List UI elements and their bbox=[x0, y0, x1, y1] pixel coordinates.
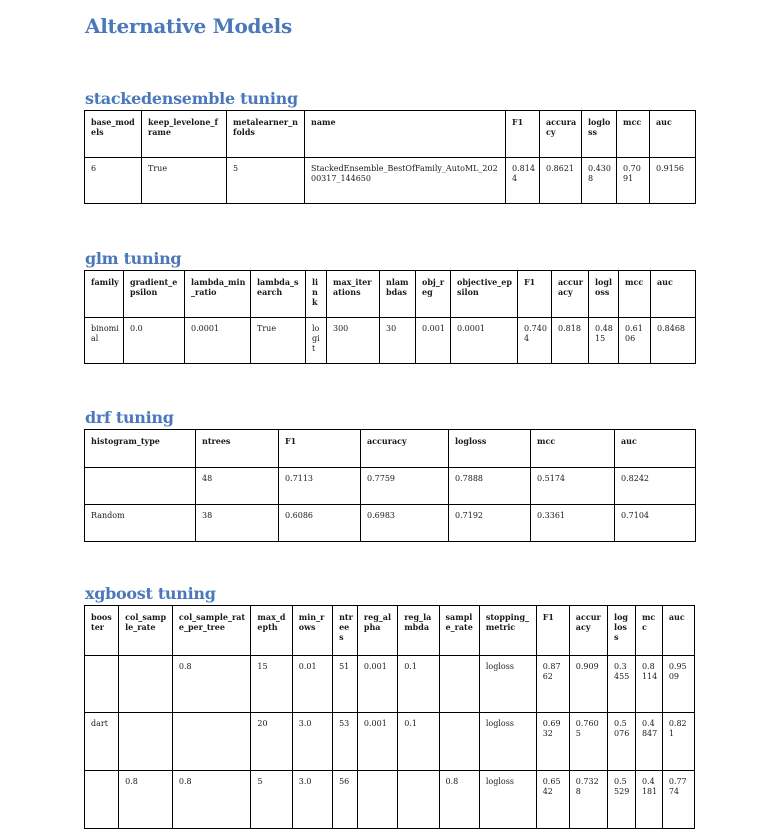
header-auc: auc bbox=[651, 271, 696, 318]
header-metalearner-nfolds: metalearner_nfolds bbox=[227, 111, 305, 158]
header-f1: F1 bbox=[536, 606, 569, 656]
table-cell bbox=[172, 713, 251, 771]
table-cell: 0.8762 bbox=[536, 656, 569, 713]
table-cell: 0.9509 bbox=[662, 656, 694, 713]
header-accuracy: accuracy bbox=[540, 111, 582, 158]
table-cell: 0.01 bbox=[292, 656, 332, 713]
table-cell: 0.7091 bbox=[617, 158, 650, 204]
table-cell: 0.4308 bbox=[582, 158, 617, 204]
header-nlambdas: nlambdas bbox=[380, 271, 416, 318]
stackedensemble-heading: stackedensemble tuning bbox=[85, 89, 298, 108]
table-cell: 0.5076 bbox=[608, 713, 636, 771]
table-cell: 0.8 bbox=[119, 771, 173, 829]
table-cell: binomial bbox=[85, 318, 124, 364]
table-cell: 0.4847 bbox=[635, 713, 662, 771]
header-min-rows: min_rows bbox=[292, 606, 332, 656]
table-cell: 0.6106 bbox=[619, 318, 651, 364]
header-reg-lambda: reg_lambda bbox=[398, 606, 439, 656]
table-cell bbox=[85, 468, 196, 505]
table-cell bbox=[398, 771, 439, 829]
table-row bbox=[85, 656, 695, 713]
table-cell: 0.6542 bbox=[536, 771, 569, 829]
header-f1: F1 bbox=[279, 430, 361, 468]
header-mcc: mcc bbox=[531, 430, 615, 468]
header-accuracy: accuracy bbox=[569, 606, 607, 656]
header-logloss: logloss bbox=[449, 430, 531, 468]
header-auc: auc bbox=[662, 606, 694, 656]
header-booster: booster bbox=[85, 606, 119, 656]
drf-heading: drf tuning bbox=[85, 408, 174, 427]
table-cell: 0.1 bbox=[398, 656, 439, 713]
table-cell: 0.0001 bbox=[185, 318, 251, 364]
table-cell: 0.818 bbox=[552, 318, 589, 364]
header-ntrees: ntrees bbox=[333, 606, 358, 656]
header-max-iterations: max_iterations bbox=[327, 271, 380, 318]
table-cell: 0.7328 bbox=[569, 771, 607, 829]
table-cell bbox=[439, 713, 479, 771]
table-cell: 53 bbox=[333, 713, 358, 771]
table-cell bbox=[119, 713, 173, 771]
header-lambda-min-ratio: lambda_min_ratio bbox=[185, 271, 251, 318]
table-cell: 0.8114 bbox=[635, 656, 662, 713]
header-logloss: logloss bbox=[589, 271, 619, 318]
table-cell: 5 bbox=[251, 771, 292, 829]
table-cell bbox=[119, 656, 173, 713]
stackedensemble-table bbox=[84, 110, 696, 204]
table-cell: 48 bbox=[196, 468, 279, 505]
table-row bbox=[85, 318, 696, 364]
table-cell: 0.6983 bbox=[361, 505, 449, 542]
table-cell: 0.3361 bbox=[531, 505, 615, 542]
table-cell: 0.8 bbox=[439, 771, 479, 829]
table-cell: 15 bbox=[251, 656, 292, 713]
table-cell: 0.7404 bbox=[518, 318, 552, 364]
table-cell: 56 bbox=[333, 771, 358, 829]
table-cell: 0.9156 bbox=[650, 158, 696, 204]
table-cell: 6 bbox=[85, 158, 142, 204]
table-cell: 0.7888 bbox=[449, 468, 531, 505]
table-cell: 3.0 bbox=[292, 713, 332, 771]
table-cell: 0.1 bbox=[398, 713, 439, 771]
header-col-sample-rate: col_sample_rate bbox=[119, 606, 173, 656]
table-cell: 0.7774 bbox=[662, 771, 694, 829]
xgboost-heading: xgboost tuning bbox=[85, 584, 216, 603]
table-cell: logit bbox=[306, 318, 327, 364]
table-cell: 0.5529 bbox=[608, 771, 636, 829]
table-cell: 0.8468 bbox=[651, 318, 696, 364]
table-cell: 0.4181 bbox=[635, 771, 662, 829]
table-cell: 0.8621 bbox=[540, 158, 582, 204]
header-mcc: mcc bbox=[617, 111, 650, 158]
table-cell bbox=[85, 656, 119, 713]
header-auc: auc bbox=[615, 430, 696, 468]
table-cell: 300 bbox=[327, 318, 380, 364]
table-cell: StackedEnsemble_BestOfFamily_AutoML_20200317_144650 bbox=[305, 158, 506, 204]
header-family: family bbox=[85, 271, 124, 318]
table-cell: 0.7759 bbox=[361, 468, 449, 505]
table-cell: Random bbox=[85, 505, 196, 542]
table-cell: 0.001 bbox=[357, 656, 397, 713]
table-cell bbox=[85, 771, 119, 829]
header-max-depth: max_depth bbox=[251, 606, 292, 656]
header-objective-epsilon: objective_epsilon bbox=[451, 271, 518, 318]
table-cell: 0.0 bbox=[124, 318, 185, 364]
table-cell: 0.7605 bbox=[569, 713, 607, 771]
table-cell: logloss bbox=[479, 713, 536, 771]
table-cell: 0.6932 bbox=[536, 713, 569, 771]
table-row bbox=[85, 468, 696, 505]
table-cell: 0.001 bbox=[357, 713, 397, 771]
table-cell bbox=[357, 771, 397, 829]
table-cell: 30 bbox=[380, 318, 416, 364]
table-cell: 0.001 bbox=[416, 318, 451, 364]
table-cell: 0.0001 bbox=[451, 318, 518, 364]
header-f1: F1 bbox=[518, 271, 552, 318]
table-cell: 0.821 bbox=[662, 713, 694, 771]
table-cell: 0.8144 bbox=[506, 158, 540, 204]
table-cell: 0.7113 bbox=[279, 468, 361, 505]
drf-table bbox=[84, 429, 696, 542]
table-cell: logloss bbox=[479, 656, 536, 713]
xgboost-table bbox=[84, 605, 695, 829]
table-cell: 0.4815 bbox=[589, 318, 619, 364]
header-obj-reg: obj_reg bbox=[416, 271, 451, 318]
table-cell: 0.8242 bbox=[615, 468, 696, 505]
table-cell: 0.3455 bbox=[608, 656, 636, 713]
table-cell: 38 bbox=[196, 505, 279, 542]
table-cell: 5 bbox=[227, 158, 305, 204]
header-f1: F1 bbox=[506, 111, 540, 158]
header-col-sample-rate-per-tree: col_sample_rate_per_tree bbox=[172, 606, 251, 656]
page-title: Alternative Models bbox=[85, 14, 292, 38]
header-base-models: base_models bbox=[85, 111, 142, 158]
table-cell: 0.909 bbox=[569, 656, 607, 713]
glm-heading: glm tuning bbox=[85, 249, 182, 268]
header-logloss: logloss bbox=[582, 111, 617, 158]
table-cell: dart bbox=[85, 713, 119, 771]
glm-table bbox=[84, 270, 696, 364]
header-ntrees: ntrees bbox=[196, 430, 279, 468]
table-cell: 0.8 bbox=[172, 656, 251, 713]
header-keep-levelone-frame: keep_levelone_frame bbox=[142, 111, 227, 158]
header-accuracy: accuracy bbox=[552, 271, 589, 318]
table-cell: True bbox=[142, 158, 227, 204]
header-auc: auc bbox=[650, 111, 696, 158]
header-logloss: logloss bbox=[608, 606, 636, 656]
table-cell: 3.0 bbox=[292, 771, 332, 829]
table-cell: 0.6086 bbox=[279, 505, 361, 542]
header-name: name bbox=[305, 111, 506, 158]
table-cell: logloss bbox=[479, 771, 536, 829]
header-gradient-epsilon: gradient_epsilon bbox=[124, 271, 185, 318]
table-cell: 20 bbox=[251, 713, 292, 771]
table-row bbox=[85, 158, 696, 204]
table-cell: True bbox=[251, 318, 306, 364]
header-reg-alpha: reg_alpha bbox=[357, 606, 397, 656]
table-cell: 0.5174 bbox=[531, 468, 615, 505]
table-row bbox=[85, 771, 695, 829]
table-row bbox=[85, 713, 695, 771]
table-cell: 0.7192 bbox=[449, 505, 531, 542]
header-lambda-search: lambda_search bbox=[251, 271, 306, 318]
header-link: link bbox=[306, 271, 327, 318]
table-cell: 0.8 bbox=[172, 771, 251, 829]
header-mcc: mcc bbox=[619, 271, 651, 318]
header-histogram-type: histogram_type bbox=[85, 430, 196, 468]
table-cell: 0.7104 bbox=[615, 505, 696, 542]
header-sample-rate: sample_rate bbox=[439, 606, 479, 656]
header-stopping-metric: stopping_metric bbox=[479, 606, 536, 656]
table-cell: 51 bbox=[333, 656, 358, 713]
table-cell bbox=[439, 656, 479, 713]
table-row bbox=[85, 505, 696, 542]
header-mcc: mcc bbox=[635, 606, 662, 656]
header-accuracy: accuracy bbox=[361, 430, 449, 468]
